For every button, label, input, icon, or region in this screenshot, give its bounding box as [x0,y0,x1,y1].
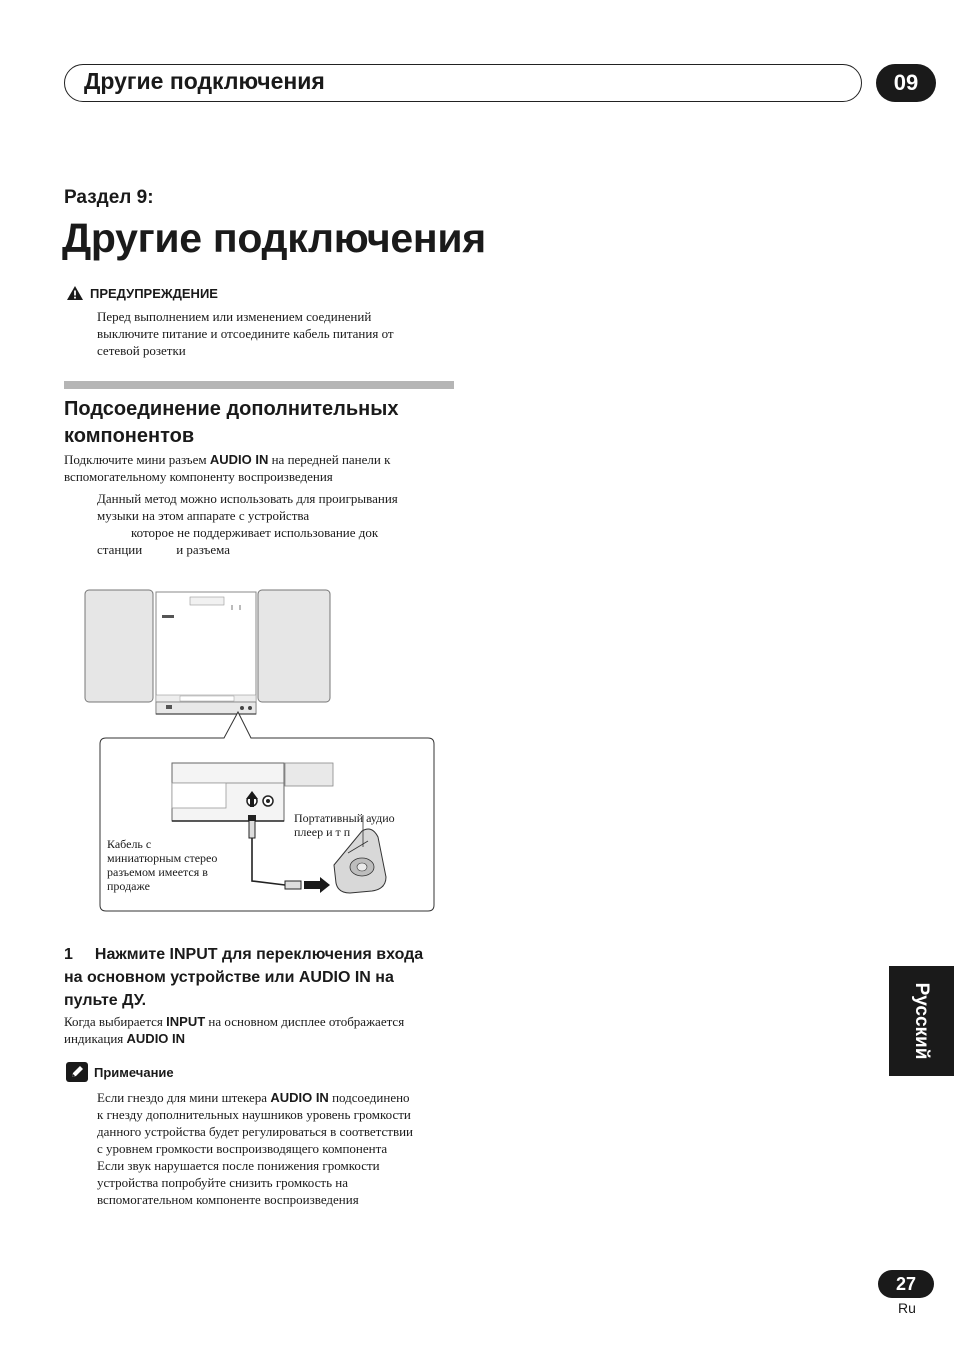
step-desc-pre: Когда выбирается [64,1014,167,1029]
note-text [97,1089,457,1208]
warning-icon [66,285,84,301]
step-heading [64,943,464,1012]
subsection-title [64,396,464,450]
language-tab-label: Русский [911,982,932,1060]
step-line: на основном устройстве или AUDIO IN на [64,969,394,986]
warning-heading [66,285,218,301]
bullet-text [97,490,457,558]
section-divider [64,381,454,389]
cable-label-line: миниатюрным стерео [107,851,218,865]
step-desc-bold2: AUDIO IN [126,1031,186,1046]
warning-line: выключите питание и отсоедините кабель питания от [97,326,394,341]
warning-heading-text: ПРЕДУПРЕЖДЕНИЕ [90,285,218,301]
main-unit-illustration [85,590,330,714]
intro-pre: Подключите мини разъем [64,452,210,467]
note-p1-pre: Если гнездо для мини штекера [97,1090,271,1105]
step-line: Нажмите INPUT для переключения входа [94,946,424,963]
step-desc-bold: INPUT [166,1014,206,1029]
page-title: Другие подключения [62,215,486,261]
warning-text [97,308,394,359]
portable-label-line: плеер и т п [294,825,351,839]
note-line: устройства попробуйте снизить громкость на [97,1175,348,1190]
intro-line2: вспомогательному компоненту воспроизведения [64,469,333,484]
section-label: Раздел 9: [64,187,154,208]
note-p1-post: подсоединено [328,1090,410,1105]
note-heading [66,1062,174,1082]
cable-label-line: продаже [107,879,150,893]
subsection-title-line: компонентов [64,425,195,447]
step-desc-mid: на основном дисплее отображается [205,1014,405,1029]
bullet-line: музыки на этом аппарате с устройства [97,508,310,523]
bullet-line: которое не поддерживает использование док [131,525,379,540]
portable-player-label [294,811,395,839]
cable-label [107,837,217,893]
note-line: с уровнем громкости воспроизводящего компонента [97,1141,388,1156]
step-number: 1 [64,946,73,963]
note-line: Если звук нарушается после понижения громкости [97,1158,380,1173]
intro-text [64,451,464,485]
intro-post: на передней панели к [268,452,391,467]
pencil-icon [66,1062,88,1082]
header-title: Другие подключения [84,68,325,94]
step-description [64,1013,464,1047]
cable-label-line: разъемом имеется в [107,865,208,879]
cable-label-line: Кабель с [107,837,152,851]
intro-bold: AUDIO IN [209,452,269,467]
chapter-badge: 09 [876,64,936,102]
bullet-line: станции [97,542,143,557]
bullet-line: и разъема [176,542,231,557]
page-number: 27 [878,1270,934,1298]
step-desc-line2: индикация [64,1031,127,1046]
note-heading-text: Примечание [94,1064,174,1080]
note-p1-bold: AUDIO IN [270,1090,329,1105]
page-language: Ru [898,1300,916,1316]
note-line: данного устройства будет регулироваться в соответствии [97,1124,414,1139]
bullet-line: Данный метод можно использовать для проигрывания [97,491,398,506]
step-line: пульте ДУ. [64,992,147,1009]
portable-label-line: Портативный аудио [294,811,395,825]
note-line: вспомогательном компоненте воспроизведения [97,1192,359,1207]
warning-line: сетевой розетки [97,343,186,358]
subsection-title-line: Подсоединение дополнительных [64,398,399,420]
warning-line: Перед выполнением или изменением соединений [97,309,372,324]
note-line: к гнезду дополнительных наушников уровень громкости [97,1107,411,1122]
